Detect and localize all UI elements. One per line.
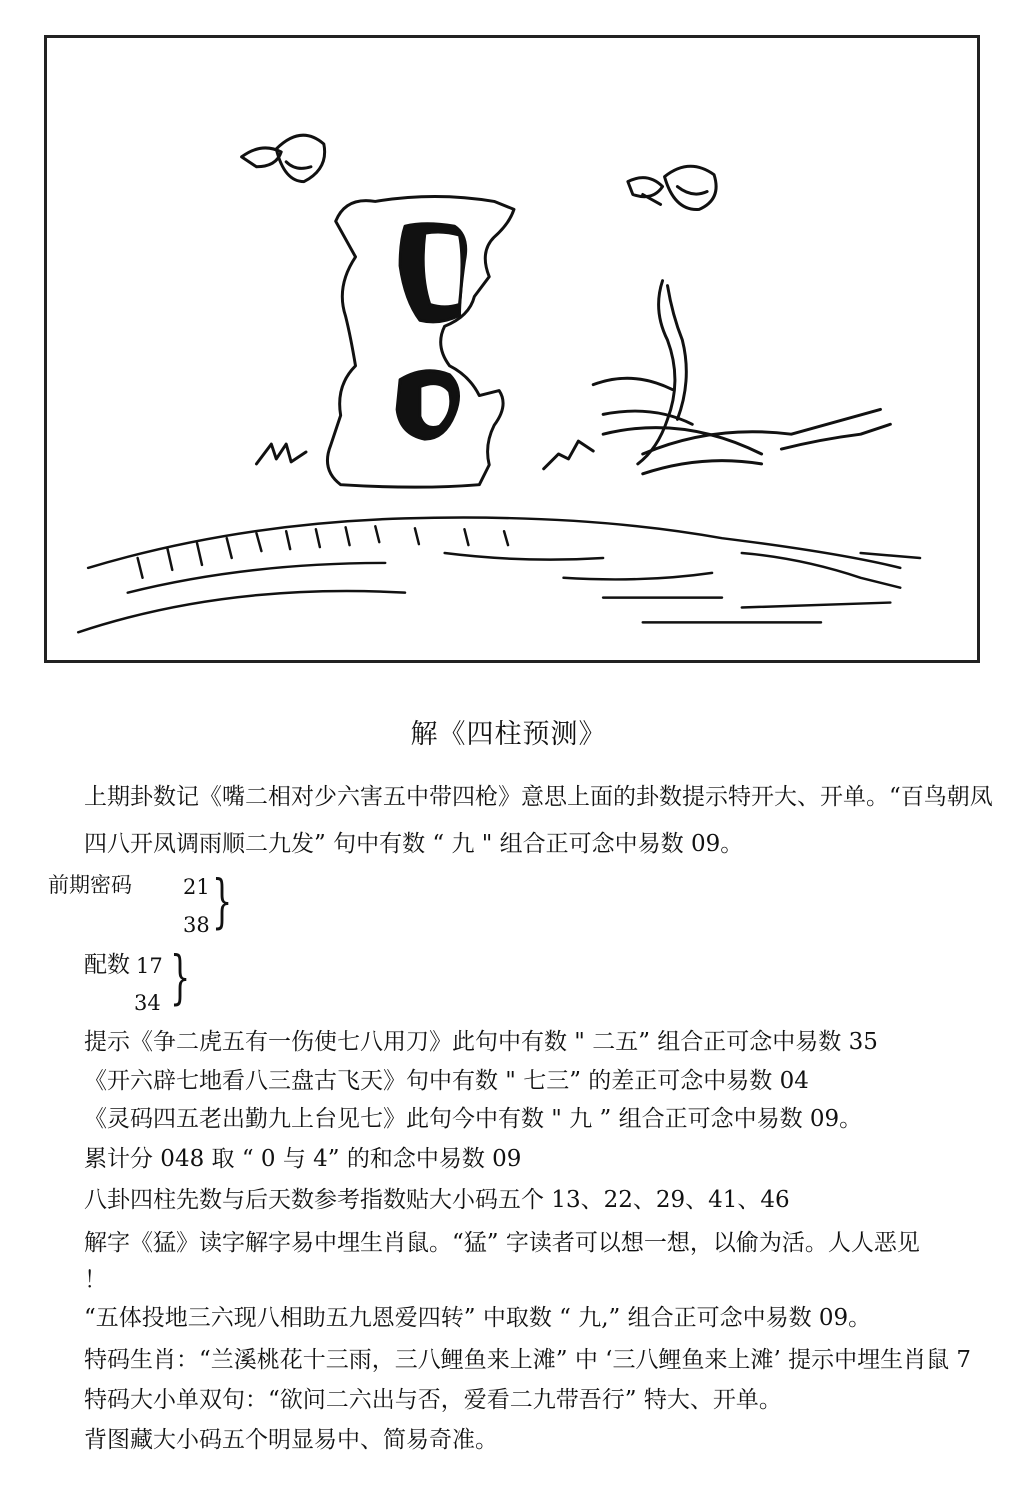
ink-drawing-rock-figure-eight: [47, 38, 977, 660]
text-line: 特码大小单双句：“欲问二六出与否，爱看二九带吾行” 特大、开单。: [84, 1387, 782, 1413]
butterfly-left-icon: [242, 135, 325, 181]
text-line: 八卦四柱先数与后天数参考指数贴大小码五个 13、22、29、41、46: [84, 1187, 790, 1213]
water-shore-lines: [78, 518, 920, 633]
page-title: 解《四柱预测》: [410, 719, 607, 750]
text-line: 特码生肖：“兰溪桃花十三雨，三八鲤鱼来上滩” 中 ‘三八鲤鱼来上滩’ 提示中埋生肖鼠 7: [84, 1347, 972, 1373]
text-line: 提示《争二虎五有一伤使七八用刀》此句中有数 " 二五” 组合正可念中易数 35: [84, 1029, 878, 1055]
pair-numbers-value-1: 17: [136, 954, 163, 978]
butterfly-right-icon: [628, 166, 716, 209]
grass-tuft-right: [544, 441, 594, 469]
text-line: 背图藏大小码五个明显易中、简易奇准。: [84, 1427, 498, 1453]
previous-code-brace: }: [212, 867, 233, 935]
pair-numbers-value-2: 34: [134, 991, 161, 1015]
pair-numbers-label: 配数: [84, 952, 130, 978]
previous-code-value-2: 38: [183, 913, 210, 937]
pair-numbers-brace: }: [170, 943, 191, 1011]
grass-tuft-left: [256, 444, 306, 464]
paragraph-line-2: 四八开凤调雨顺二九发” 句中有数 “ 九 " 组合正可念中易数 09。: [84, 831, 744, 857]
text-line: 《灵码四五老出勤九上台见七》此句今中有数 " 九 ” 组合正可念中易数 09。: [84, 1106, 863, 1132]
text-line: 《开六辟七地看八三盘古飞天》句中有数 " 七三” 的差正可念中易数 04: [84, 1068, 809, 1094]
previous-code-label: 前期密码: [48, 873, 132, 897]
text-line: 累计分 048 取 “ 0 与 4” 的和念中易数 09: [84, 1146, 522, 1172]
text-line: 解字《猛》读字解字易中埋生肖鼠。“猛” 字读者可以想一想，以偷为活。人人恶见: [84, 1230, 920, 1256]
illustration-frame: [44, 35, 980, 663]
paragraph-line-1: 上期卦数记《嘴二相对少六害五中带四枪》意思上面的卦数提示特开大、开单。“百鸟朝凤: [84, 784, 993, 810]
reed-plant: [593, 281, 890, 474]
text-line: “五体投地三六现八相助五九恩爱四转” 中取数 “ 九,” 组合正可念中易数 09。: [84, 1305, 872, 1331]
previous-code-value-1: 21: [183, 875, 210, 899]
rock-figure-eight: [327, 196, 514, 487]
text-line: ！: [84, 1267, 107, 1293]
